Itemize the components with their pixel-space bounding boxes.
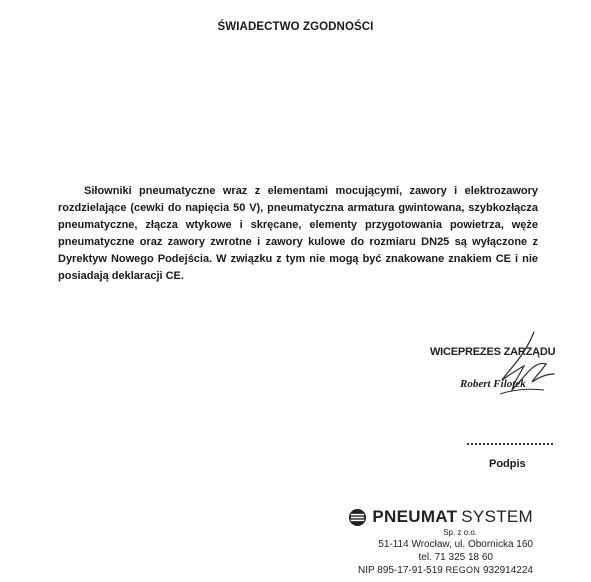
company-address: 51-114 Wrocław, ul. Obornicka 160: [378, 539, 533, 550]
pneumat-logo-icon: [348, 508, 367, 527]
company-name-part2: SYSTEM: [461, 507, 533, 526]
company-logo: [343, 506, 533, 528]
company-ids: [343, 564, 533, 577]
company-name-part1: PNEUMAT: [372, 507, 458, 526]
declaration-body: Siłowniki pneumatyczne wraz z elementami mocującymi, zawory i elektrozawory rozdzielające (cewki do napięcia 50 V), pneumatyczna armatura gwintowana, szybkozłącza pneumatyczne, złącza wtykowe i skręcane, elementy przygotowania powietrza, węże pneumatyczne oraz zawory zwrotne i zawory kulowe do rozmiaru DN25 są wyłączone z Dyrektyw Nowego Podejścia. W związku z tym nie mogą być znakowane znakiem CE i nie posiadają deklaracji CE.: [58, 185, 538, 282]
company-stamp: [343, 506, 533, 577]
stamp-name: Robert Filotek: [460, 378, 526, 390]
signature-label: Podpis: [489, 458, 526, 470]
signature-line: [467, 443, 553, 445]
company-nip: NIP 895-17-91-519: [357, 565, 443, 576]
company-regon-value: 932914224: [482, 565, 533, 576]
company-legal-form: Sp. z o.o.: [443, 528, 477, 537]
handwritten-signature: [494, 330, 562, 402]
stamp-position-title: WICEPREZES ZARZĄDU: [430, 346, 556, 358]
document-title: ŚWIADECTWO ZGODNOŚCI: [217, 21, 374, 33]
company-phone: tel. 71 325 18 60: [418, 552, 493, 563]
company-regon-label: REGON: [445, 565, 481, 575]
